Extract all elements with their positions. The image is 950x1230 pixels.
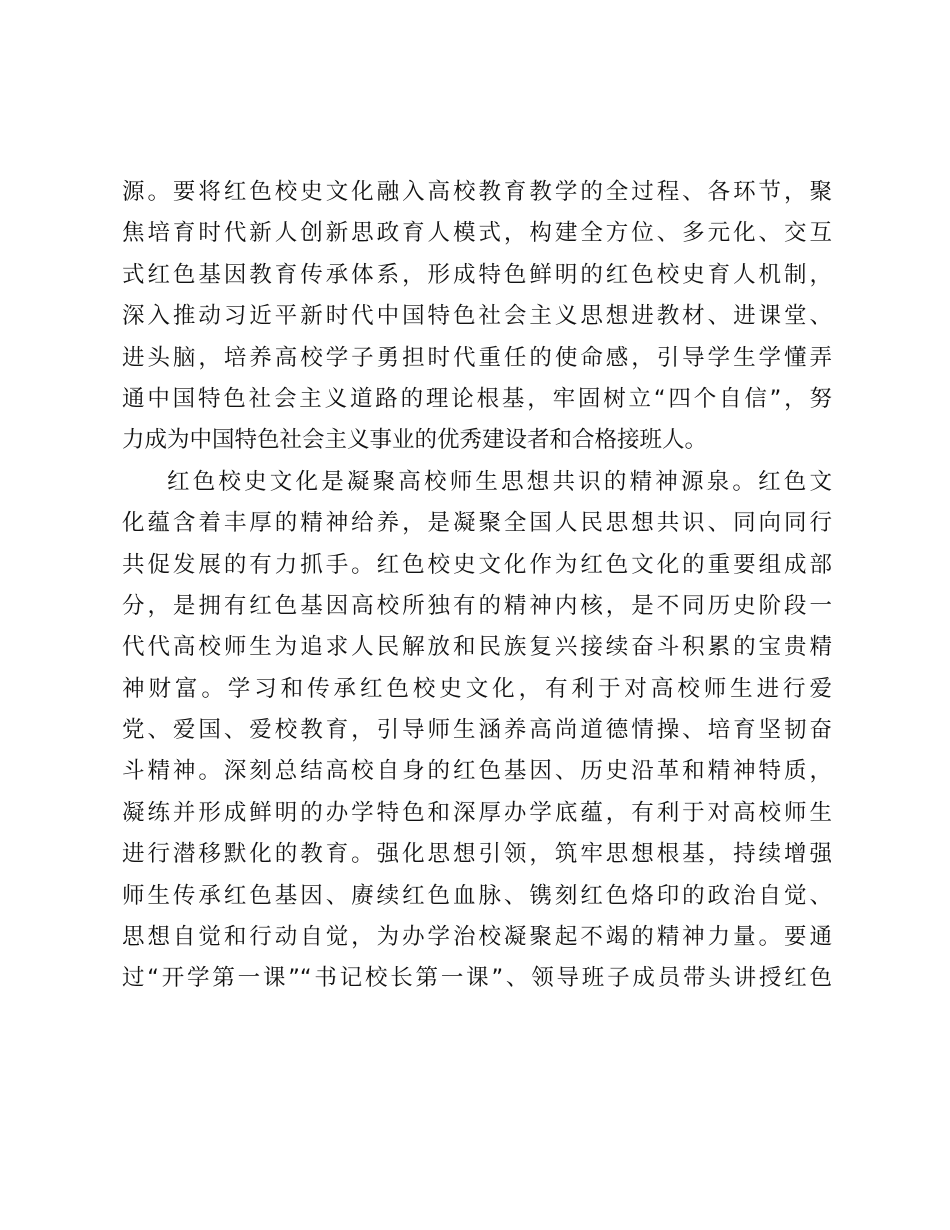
text-line: 通中国特色社会主义道路的理论根基，牢固树立“四个自信”，努 [122,385,832,412]
body-text [122,172,832,1000]
text-line: 焦培育时代新人创新思政育人模式，构建全方位、多元化、交互 [122,220,832,247]
text-line: 分，是拥有红色基因高校所独有的精神内核，是不同历史阶段一 [122,592,832,619]
text-line: 深入推动习近平新时代中国特色社会主义思想进教材、进课堂、 [122,303,832,330]
text-line: 源。要将红色校史文化融入高校教育教学的全过程、各环节，聚 [122,179,832,205]
text-line-paragraph-end: 力成为中国特色社会主义事业的优秀建设者和合格接班人。 [122,427,708,454]
text-line: 代代高校师生为追求人民解放和民族复兴接续奋斗积累的宝贵精 [122,634,832,661]
text-line: 式红色基因教育传承体系，形成特色鲜明的红色校史育人机制， [122,261,832,288]
text-line: 化蕴含着丰厚的精神给养，是凝聚全国人民思想共识、同向同行 [122,510,832,537]
text-line: 思想自觉和行动自觉，为办学治校凝聚起不竭的精神力量。要通 [122,924,832,951]
text-line: 凝练并形成鲜明的办学特色和深厚办学底蕴，有利于对高校师生 [122,799,832,826]
text-line: 共促发展的有力抓手。红色校史文化作为红色文化的重要组成部 [122,551,832,578]
text-line-paragraph-start: 红色校史文化是凝聚高校师生思想共识的精神源泉。红色文 [167,468,832,495]
text-line: 进头脑，培养高校学子勇担时代重任的使命感，引导学生学懂弄 [122,344,832,371]
text-line: 进行潜移默化的教育。强化思想引领，筑牢思想根基，持续增强 [122,841,832,868]
text-line: 师生传承红色基因、赓续红色血脉、镌刻红色烙印的政治自觉、 [122,882,832,909]
text-line: 神财富。学习和传承红色校史文化，有利于对高校师生进行爱 [122,675,832,702]
text-line: 过“开学第一课”“书记校长第一课”、领导班子成员带头讲授红色 [122,965,832,992]
text-line: 斗精神。深刻总结高校自身的红色基因、历史沿革和精神特质， [122,758,832,785]
text-line: 党、爱国、爱校教育，引导师生涵养高尚道德情操、培育坚韧奋 [122,717,832,744]
